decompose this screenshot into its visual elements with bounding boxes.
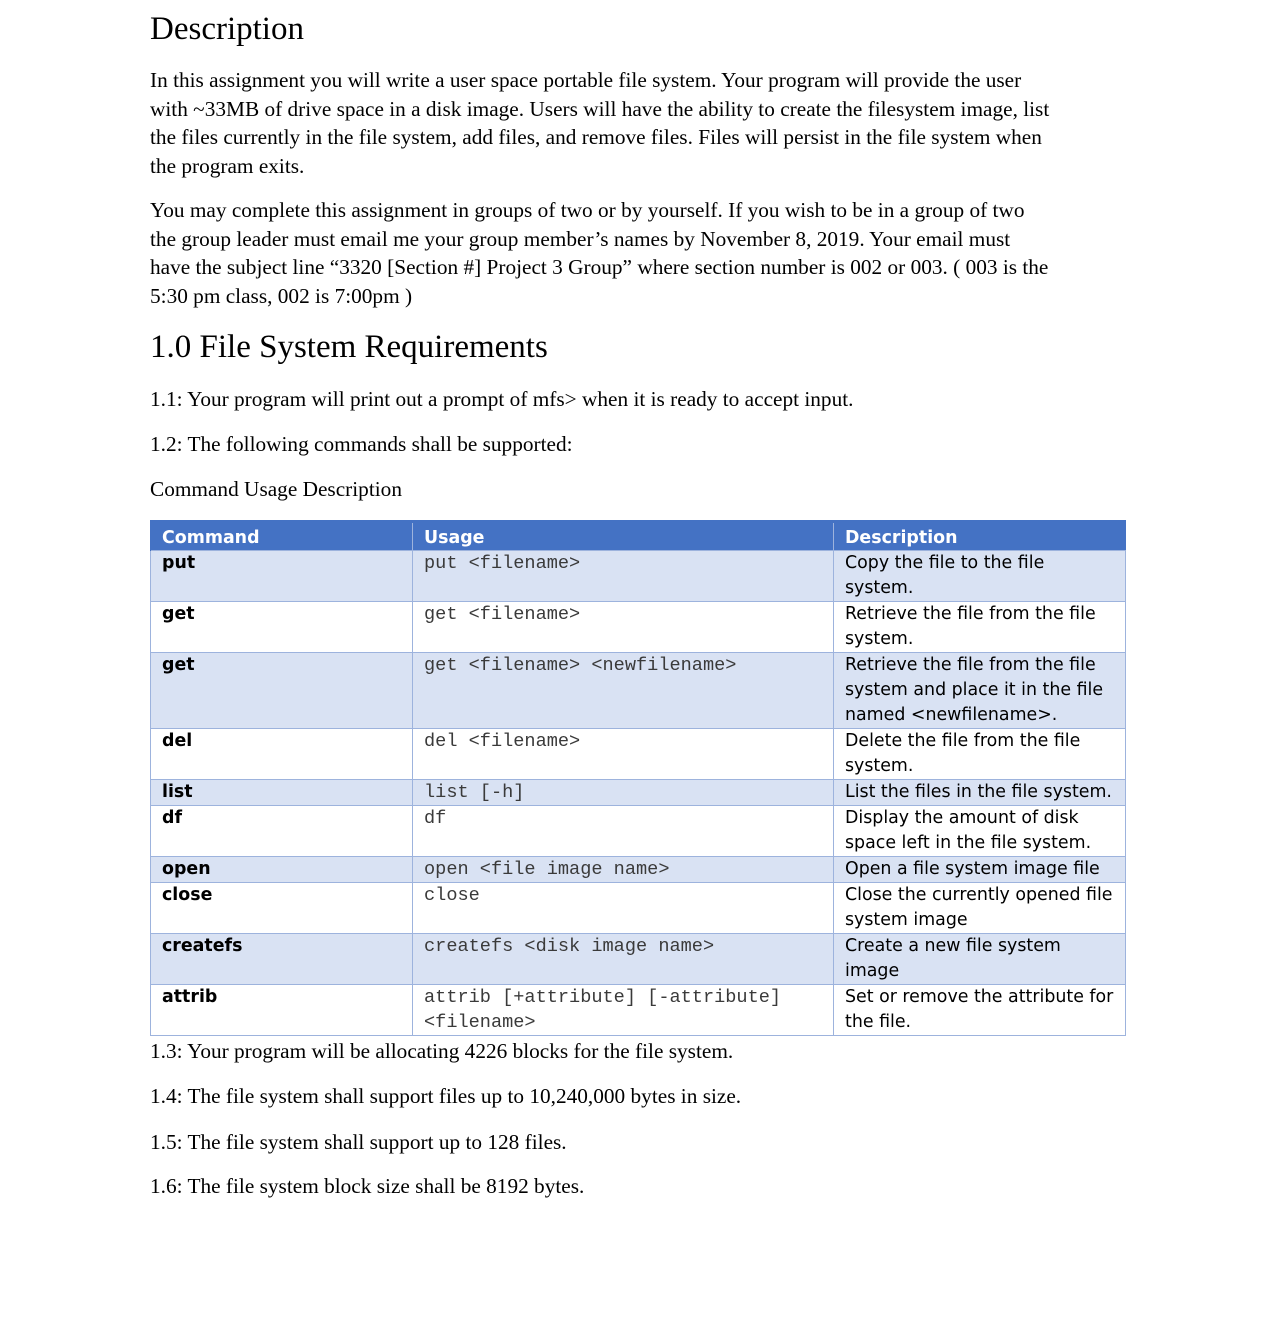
header-command: Command — [151, 522, 413, 551]
cell-description: Retrieve the file from the file system and place it in the file named <newfilename>. — [834, 653, 1126, 729]
header-usage: Usage — [413, 522, 834, 551]
cell-usage: df — [413, 806, 834, 857]
cell-description: Delete the file from the file system. — [834, 729, 1126, 780]
cell-usage: list [-h] — [413, 780, 834, 806]
cell-command: put — [151, 551, 413, 602]
text-line: You may complete this assignment in groups of two or by yourself. If you wish to be in a group of two — [150, 198, 1025, 222]
cell-command: get — [151, 653, 413, 729]
cell-command: createfs — [151, 934, 413, 985]
cell-usage: put <filename> — [413, 551, 834, 602]
text-line: with ~33MB of drive space in a disk image. Users will have the ability to create the filesystem image, list — [150, 96, 1050, 121]
table-row — [151, 602, 1126, 653]
table-header-row — [151, 522, 1126, 551]
description-heading: Description — [150, 11, 304, 47]
text-line: have the subject line “3320 [Section #] Project 3 Group” where section number is 002 or 003. ( 003 is the — [150, 255, 1049, 279]
table-row — [151, 653, 1126, 729]
requirement-1-2: 1.2: The following commands shall be supported: — [150, 432, 573, 456]
cell-usage: close — [413, 883, 834, 934]
description-paragraph-2 — [150, 196, 1140, 310]
table-row — [151, 985, 1126, 1036]
cell-description: Retrieve the file from the file system. — [834, 602, 1126, 653]
cell-description: Open a file system image file — [834, 857, 1126, 883]
cell-usage: attrib [+attribute] [-attribute] <filename> — [413, 985, 834, 1036]
cell-usage: createfs <disk image name> — [413, 934, 834, 985]
cell-description: List the files in the file system. — [834, 780, 1126, 806]
cell-command: df — [151, 806, 413, 857]
text-line: 5:30 pm class, 002 is 7:00pm ) — [150, 283, 413, 308]
text-line: the program exits. — [150, 153, 305, 178]
table-row — [151, 934, 1126, 985]
cell-description: Set or remove the attribute for the file. — [834, 985, 1126, 1036]
text-line: In this assignment you will write a user space portable file system. Your program will provide the user — [150, 68, 1022, 92]
cell-command: open — [151, 857, 413, 883]
header-description: Description — [834, 522, 1126, 551]
cell-description: Close the currently opened file system image — [834, 883, 1126, 934]
cell-command: close — [151, 883, 413, 934]
cell-command: del — [151, 729, 413, 780]
table-row — [151, 883, 1126, 934]
cell-usage: get <filename> <newfilename> — [413, 653, 834, 729]
table-caption: Command Usage Description — [150, 477, 402, 501]
requirement-1-4: 1.4: The file system shall support files up to 10,240,000 bytes in size. — [150, 1084, 742, 1108]
requirement-1-5: 1.5: The file system shall support up to 128 files. — [150, 1130, 567, 1154]
requirement-1-3: 1.3: Your program will be allocating 4226 blocks for the file system. — [150, 1039, 734, 1063]
table-row — [151, 806, 1126, 857]
text-line: the files currently in the file system, add files, and remove files. Files will persist in the file system when — [150, 125, 1042, 149]
requirement-1-6: 1.6: The file system block size shall be 8192 bytes. — [150, 1174, 585, 1198]
cell-usage: open <file image name> — [413, 857, 834, 883]
table-row — [151, 729, 1126, 780]
table-row — [151, 551, 1126, 602]
cell-command: get — [151, 602, 413, 653]
requirement-1-1: 1.1: Your program will print out a prompt of mfs> when it is ready to accept input. — [150, 387, 854, 411]
cell-usage: del <filename> — [413, 729, 834, 780]
description-paragraph-1 — [150, 66, 1140, 180]
cell-description: Create a new file system image — [834, 934, 1126, 985]
commands-table — [150, 520, 1126, 1036]
table-row — [151, 780, 1126, 806]
cell-command: list — [151, 780, 413, 806]
requirements-heading: 1.0 File System Requirements — [150, 329, 548, 365]
cell-description: Display the amount of disk space left in the file system. — [834, 806, 1126, 857]
cell-command: attrib — [151, 985, 413, 1036]
cell-description: Copy the file to the file system. — [834, 551, 1126, 602]
table-row — [151, 857, 1126, 883]
cell-usage: get <filename> — [413, 602, 834, 653]
text-line: the group leader must email me your group member’s names by November 8, 2019. Your email must — [150, 226, 1011, 251]
